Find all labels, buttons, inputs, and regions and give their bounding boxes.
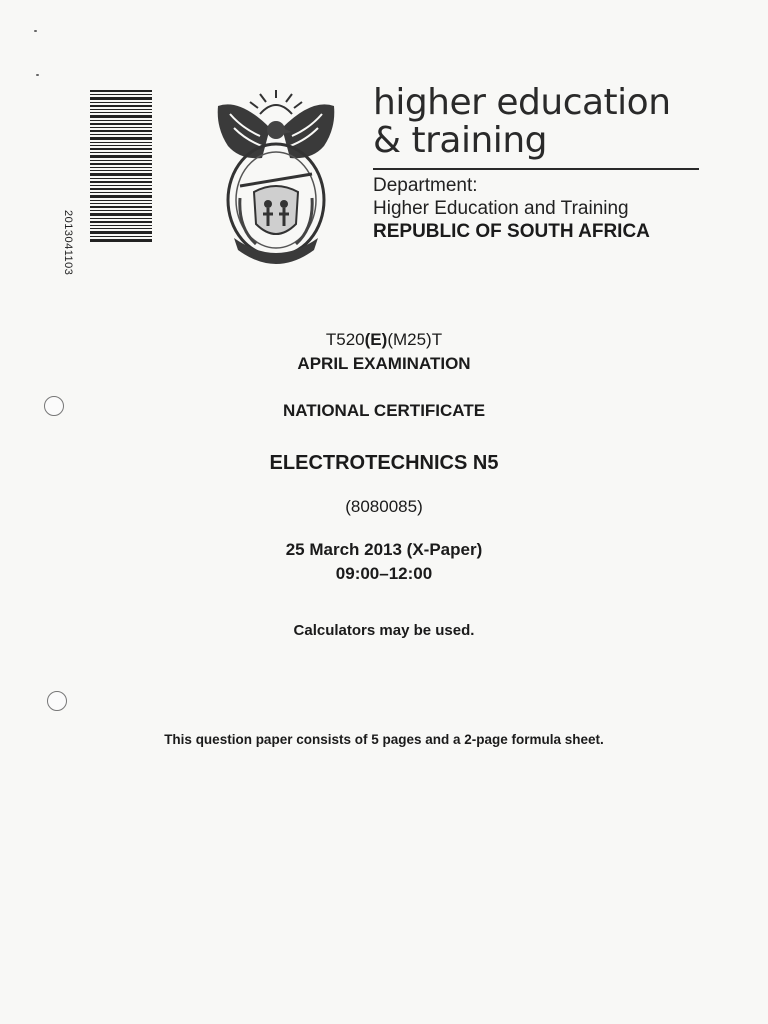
page-count-note: This question paper consists of 5 pages and a 2-page formula sheet. [164,732,604,747]
calculators-note: Calculators may be used. [293,622,475,639]
paper-code-language: (E) [364,330,388,349]
subject-title: ELECTROTECHNICS N5 [269,452,499,474]
barcode-number: 2013041103 [62,210,74,276]
subject-code: (8080085) [345,497,423,516]
department-branding [373,84,703,244]
punch-hole-upper [44,396,64,416]
exam-time: 09:00–12:00 [335,564,433,583]
coat-of-arms-icon [210,88,342,266]
department-name: Higher Education and Training [373,198,629,219]
brand-line-higher-education: higher education [373,82,671,123]
country-name: REPUBLIC OF SOUTH AFRICA [373,221,650,242]
paper-code-suffix: (M25)T [387,330,443,349]
paper-code [0,330,768,350]
punch-hole-lower [47,691,67,711]
brand-line-training: & training [373,120,547,161]
department-label: Department: [373,175,478,196]
certificate-name: NATIONAL CERTIFICATE [282,401,486,420]
paper-code-prefix: T520 [325,330,365,349]
exam-session: APRIL EXAMINATION [297,354,471,373]
barcode [62,90,154,276]
barcode-bars [90,90,152,242]
scan-speck [36,74,39,76]
scan-speck [34,30,37,32]
brand-divider [373,168,699,170]
exam-date: 25 March 2013 (X-Paper) [285,540,483,559]
